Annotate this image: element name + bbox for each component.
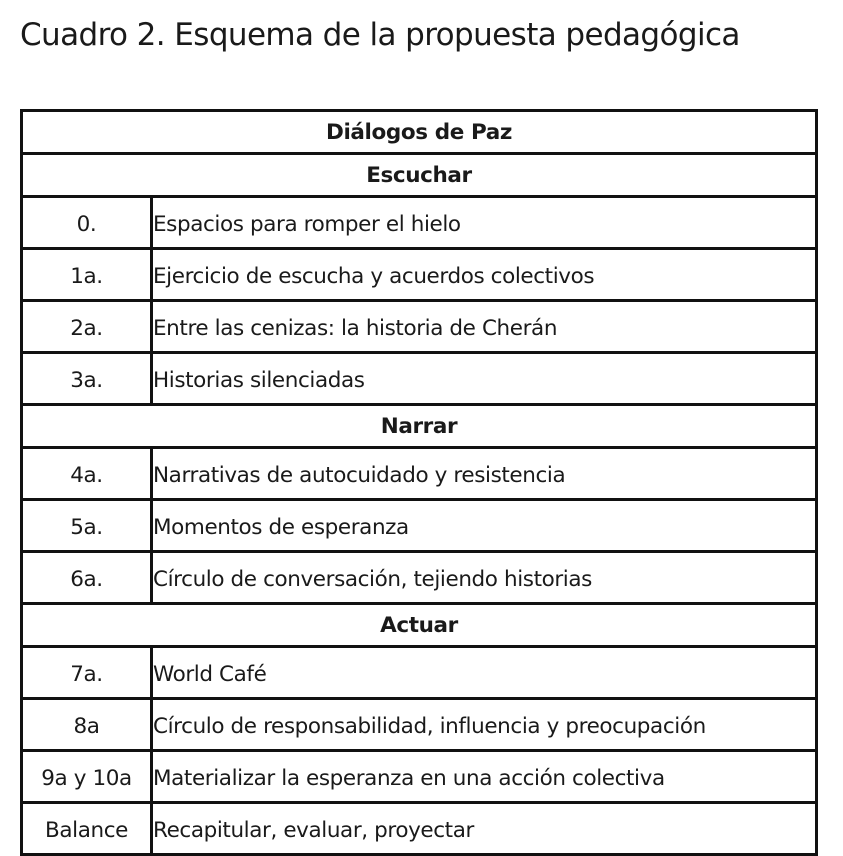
section-row-escuchar [22, 154, 817, 197]
session-number: 0. [22, 197, 152, 249]
pedagogical-scheme-table [20, 109, 818, 856]
session-activity: Espacios para romper el hielo [152, 197, 817, 249]
table-caption: Cuadro 2. Esquema de la propuesta pedagógica [20, 17, 740, 53]
session-number: 1a. [22, 249, 152, 301]
table-row [22, 699, 817, 751]
section-title-actuar: Actuar [22, 604, 817, 647]
session-activity: Entre las cenizas: la historia de Cherán [152, 301, 817, 353]
session-number: Balance [22, 803, 152, 855]
table-row [22, 500, 817, 552]
session-number: 6a. [22, 552, 152, 604]
table-row [22, 249, 817, 301]
session-number: 2a. [22, 301, 152, 353]
table-row [22, 552, 817, 604]
table-row [22, 647, 817, 699]
session-number: 3a. [22, 353, 152, 405]
session-activity: World Café [152, 647, 817, 699]
section-row-narrar [22, 405, 817, 448]
table-row [22, 301, 817, 353]
session-number: 9a y 10a [22, 751, 152, 803]
session-number: 7a. [22, 647, 152, 699]
session-activity: Círculo de conversación, tejiendo historias [152, 552, 817, 604]
table-row [22, 803, 817, 855]
section-title-narrar: Narrar [22, 405, 817, 448]
session-activity: Materializar la esperanza en una acción colectiva [152, 751, 817, 803]
session-activity: Momentos de esperanza [152, 500, 817, 552]
section-title-escuchar: Escuchar [22, 154, 817, 197]
session-number: 4a. [22, 448, 152, 500]
session-activity: Narrativas de autocuidado y resistencia [152, 448, 817, 500]
table-row [22, 448, 817, 500]
table-row [22, 197, 817, 249]
table-row [22, 751, 817, 803]
table-row [22, 353, 817, 405]
session-activity: Historias silenciadas [152, 353, 817, 405]
session-activity: Recapitular, evaluar, proyectar [152, 803, 817, 855]
session-number: 5a. [22, 500, 152, 552]
table-header-row [22, 111, 817, 154]
table-header: Diálogos de Paz [22, 111, 817, 154]
session-activity: Ejercicio de escucha y acuerdos colectivos [152, 249, 817, 301]
session-number: 8a [22, 699, 152, 751]
section-row-actuar [22, 604, 817, 647]
session-activity: Círculo de responsabilidad, influencia y preocupación [152, 699, 817, 751]
